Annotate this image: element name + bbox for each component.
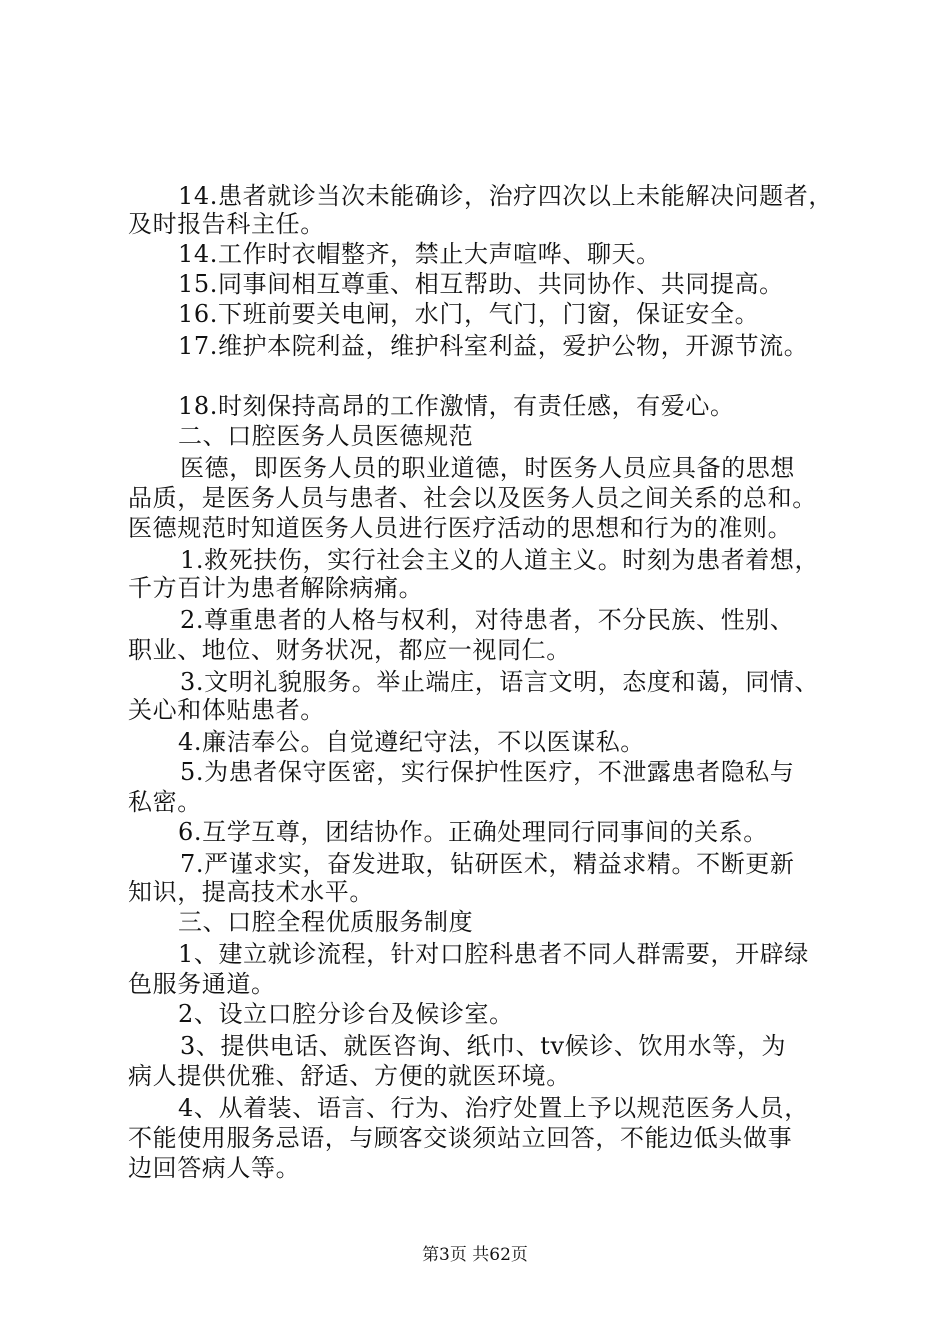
text-line: 千方百计为患者解除病痛。 [128, 574, 424, 602]
text-line: 品质，是医务人员与患者、社会以及医务人员之间关系的总和。 [128, 484, 817, 512]
text-line: 1.救死扶伤，实行社会主义的人道主义。时刻为患者着想， [180, 546, 820, 574]
text-line: 16.下班前要关电闸，水门，气门，门窗，保证安全。 [178, 300, 760, 328]
text-line: 私密。 [128, 788, 202, 816]
text-line: 及时报告科主任。 [128, 210, 325, 238]
text-line: 4.廉洁奉公。自觉遵纪守法，不以医谋私。 [178, 728, 645, 756]
text-line: 2、设立口腔分诊台及候诊室。 [178, 1000, 514, 1028]
text-line: 6.互学互尊，团结协作。正确处理同行同事间的关系。 [178, 818, 768, 846]
section-heading: 三、口腔全程优质服务制度 [178, 908, 474, 936]
text-line: 关心和体贴患者。 [128, 696, 325, 724]
text-line: 3.文明礼貌服务。举止端庄，语言文明，态度和蔼，同情、 [180, 668, 820, 696]
text-line: 不能使用服务忌语，与顾客交谈须站立回答，不能边低头做事 [128, 1124, 793, 1152]
text-line: 职业、地位、财务状况，都应一视同仁。 [128, 636, 571, 664]
text-line: 1、建立就诊流程，针对口腔科患者不同人群需要，开辟绿 [178, 940, 809, 968]
text-line: 医德，即医务人员的职业道德，时医务人员应具备的思想 [180, 454, 795, 482]
text-line: 色服务通道。 [128, 970, 276, 998]
text-line: 14.工作时衣帽整齐，禁止大声喧哗、聊天。 [178, 240, 661, 268]
text-line: 4、从着装、语言、行为、治疗处置上予以规范医务人员， [178, 1094, 809, 1122]
text-line: 18.时刻保持高昂的工作激情，有责任感，有爱心。 [178, 392, 735, 420]
text-line: 14.患者就诊当次未能确诊，治疗四次以上未能解决问题者， [178, 182, 833, 210]
text-line: 7.严谨求实，奋发进取，钻研医术，精益求精。不断更新 [180, 850, 795, 878]
page-footer: 第3页 共62页 [422, 1245, 528, 1265]
text-line: 5.为患者保守医密，实行保护性医疗，不泄露患者隐私与 [180, 758, 795, 786]
text-line: 3、提供电话、就医咨询、纸巾、tv候诊、饮用水等，为 [180, 1032, 787, 1060]
section-heading: 二、口腔医务人员医德规范 [178, 422, 474, 450]
text-line: 17.维护本院利益，维护科室利益，爱护公物，开源节流。 [178, 332, 809, 360]
text-line: 边回答病人等。 [128, 1154, 301, 1182]
text-line: 病人提供优雅、舒适、方便的就医环境。 [128, 1062, 571, 1090]
text-line: 知识，提高技术水平。 [128, 878, 374, 906]
text-line: 2.尊重患者的人格与权利，对待患者，不分民族、性别、 [180, 606, 795, 634]
text-line: 15.同事间相互尊重、相互帮助、共同协作、共同提高。 [178, 270, 784, 298]
text-line: 医德规范时知道医务人员进行医疗活动的思想和行为的准则。 [128, 514, 793, 542]
